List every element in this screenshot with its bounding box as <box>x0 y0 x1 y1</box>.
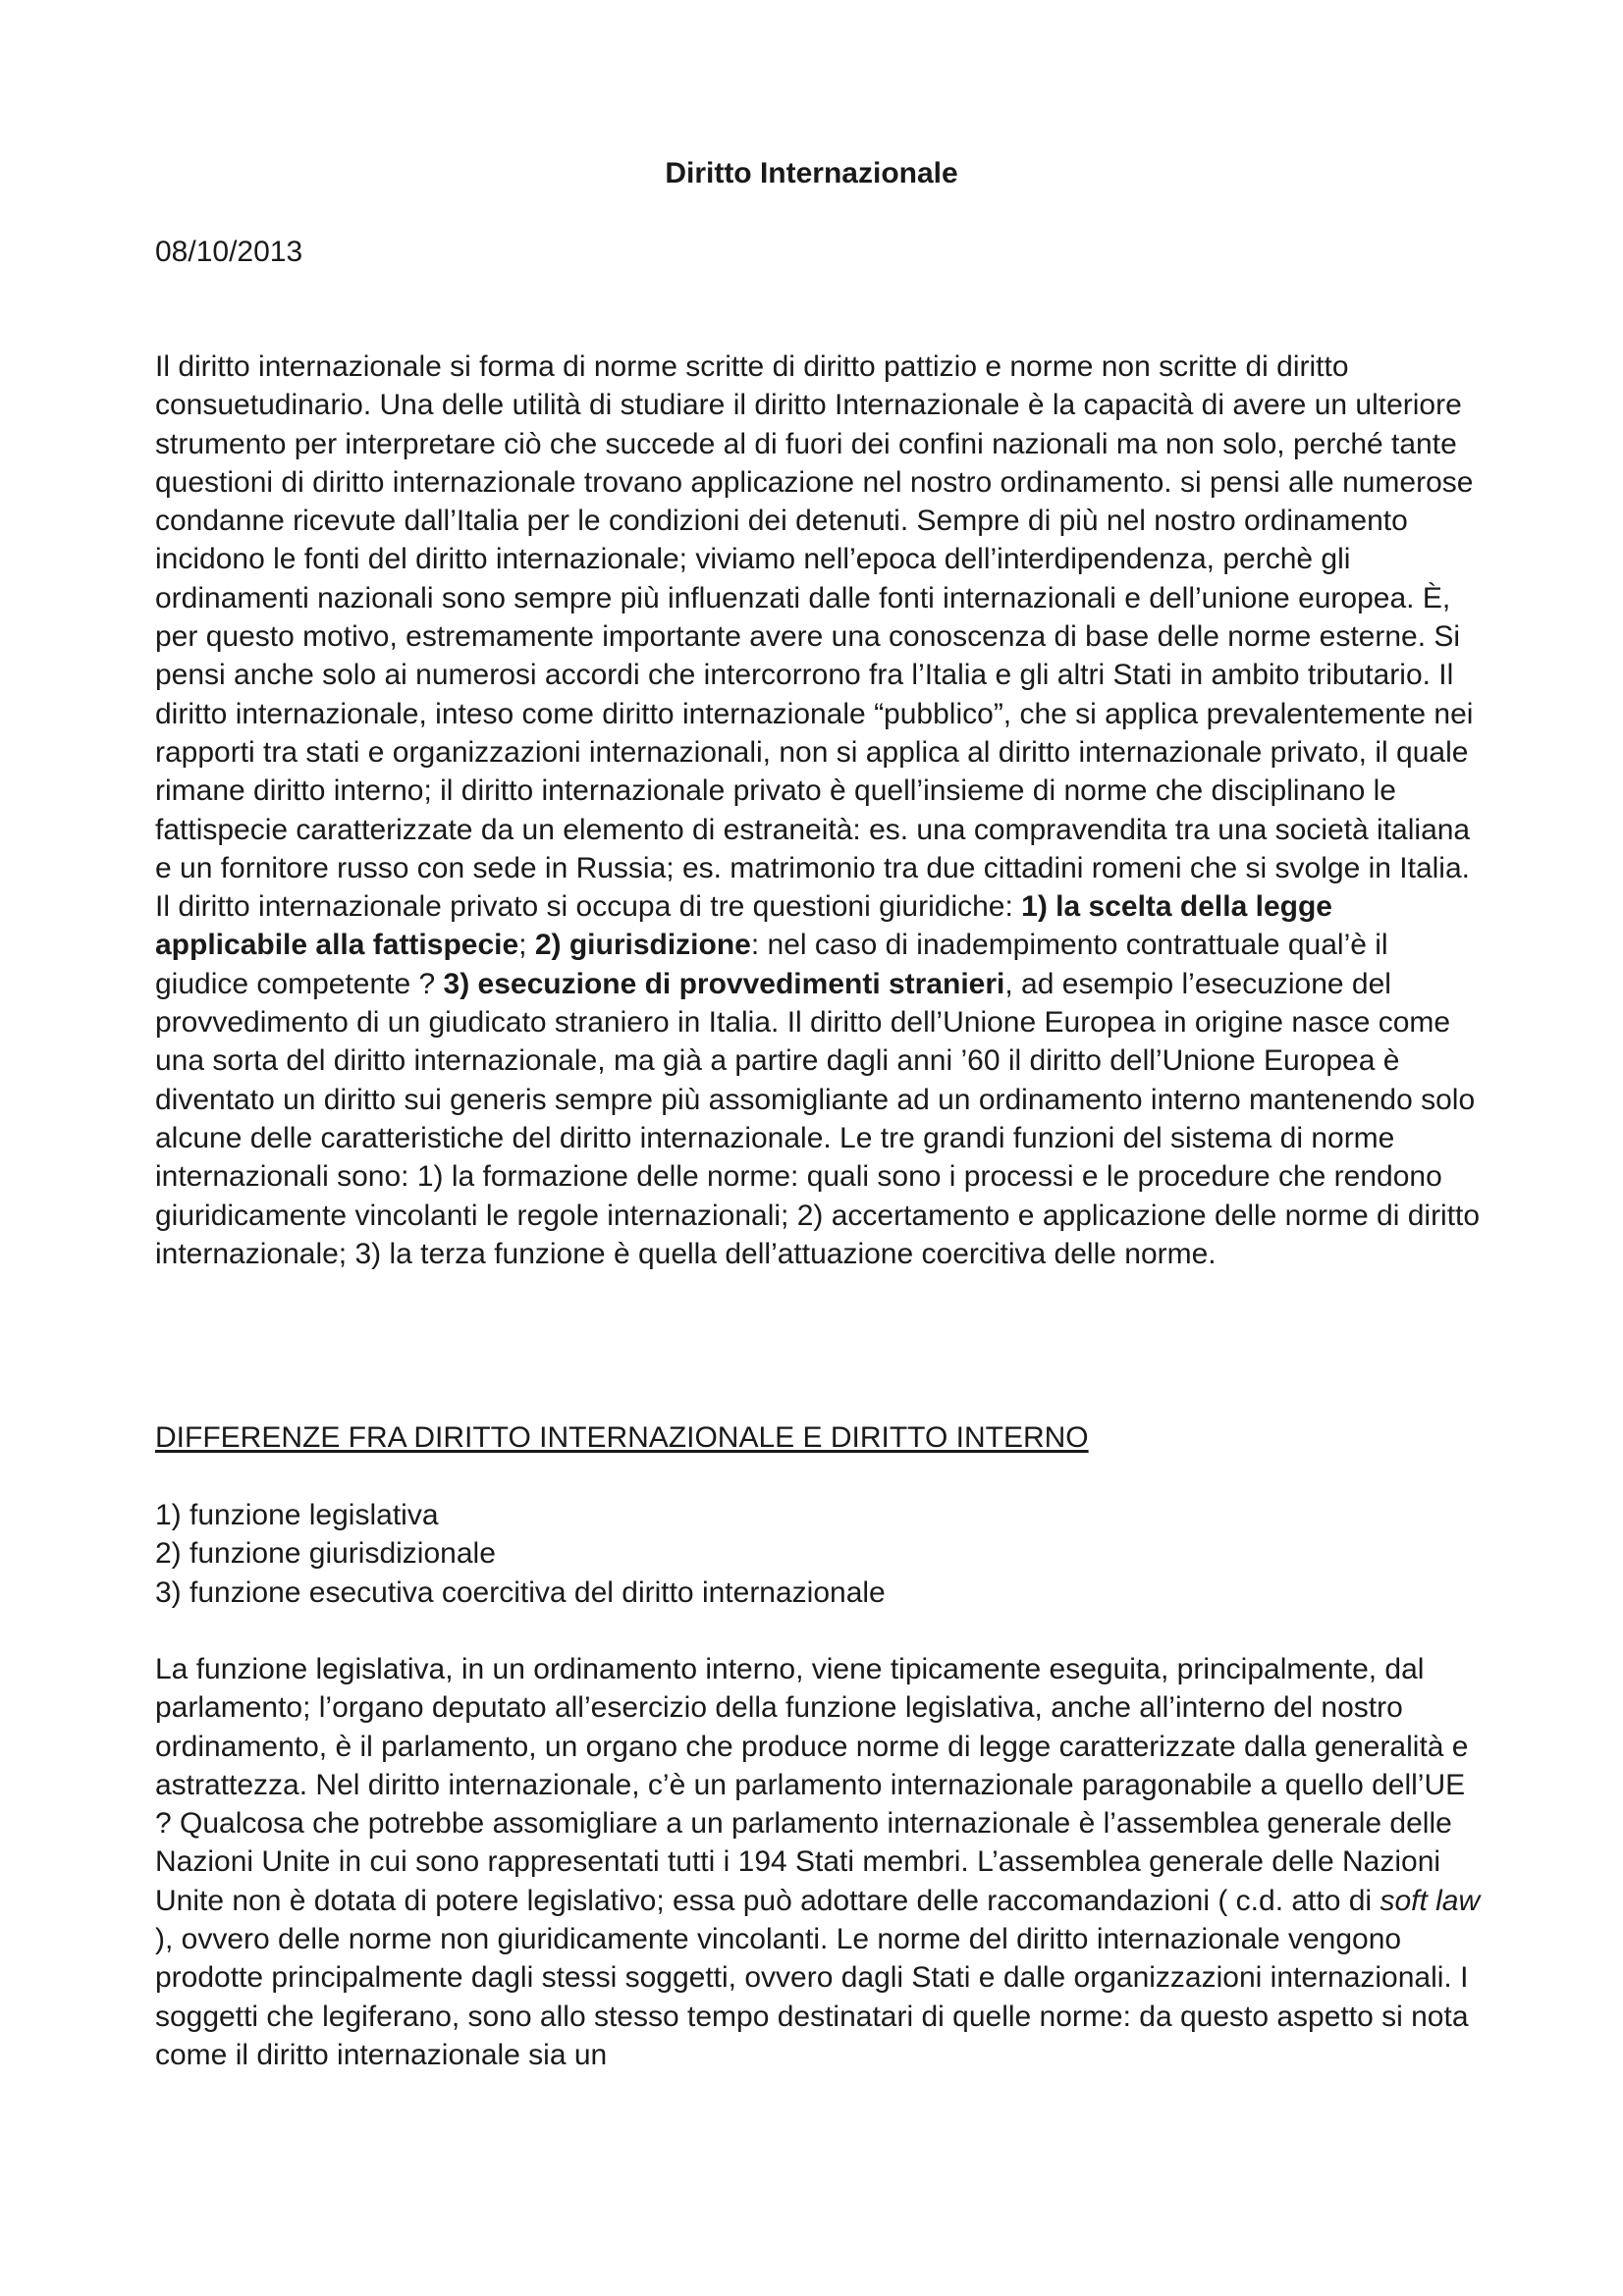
list-item: 3) funzione esecutiva coercitiva del diritto internazionale <box>155 1575 886 1609</box>
list-item: 2) funzione giurisdizionale <box>155 1537 496 1571</box>
paragraph-text: , ad esempio l’esecuzione del provvedimento di un giudicato straniero in Italia. Il diritto dell’Unione Europea in origine nasce come una sorta del diritto internazionale, ma già a partire dagli anni ’60 il diritto dell’Unione Europea è diventato un diritto sui generis sempre più assomigliante ad un ordinamento interno mantenendo solo alcune delle caratteristiche del diritto internazionale. Le tre grandi funzioni del sistema di norme internazionali sono: 1) la formazione delle norme: quali sono i processi e le procedure che rendono giuridicamente vincolanti le regole internazionali; 2) accertamento e applicazione delle norme di diritto internazionale; 3) la terza funzione è quella dell’attuazione coercitiva delle norme. <box>155 967 1481 1270</box>
bold-text: 2) giurisdizione <box>534 929 751 962</box>
paragraph-legislative-function <box>155 1650 1481 2074</box>
italic-text: soft law <box>1380 1884 1481 1917</box>
document-title: Diritto Internazionale <box>665 157 958 189</box>
list-item: 1) funzione legislativa <box>155 1499 439 1531</box>
bold-text: 1) la scelta della legge applicabile alla fattispecie <box>155 890 1332 962</box>
paragraph-text: ; <box>518 929 535 962</box>
functions-list <box>155 1496 886 1612</box>
document-date: 08/10/2013 <box>155 236 303 268</box>
paragraph-text: Il diritto internazionale si forma di norme scritte di diritto pattizio e norme non scritte di diritto consuetudinario. Una delle utilità di studiare il diritto Internazionale è la capacità di avere un ulteriore strumento per interpretare ciò che succede al di fuori dei confini nazionali ma non solo, perché tante questioni di diritto internazionale trovano applicazione nel nostro ordinamento. si pensi alle numerose condanne ricevute dall’Italia per le condizioni dei detenuti. Sempre di più nel nostro ordinamento incidono le fonti del diritto internazionale; viviamo nell’epoca dell’interdipendenza, perchè gli ordinamenti nazionali sono sempre più influenzati dalle fonti internazionali e dell’unione europea. È, per questo motivo, estremamente importante avere una conoscenza di base delle norme esterne. Si pensi anche solo ai numerosi accordi che intercorrono fra l’Italia e gli altri Stati in ambito tributario. Il diritto internazionale, inteso come diritto internazionale “pubblico”, che si applica prevalentemente nei rapporti tra stati e organizzazioni internazionali, non si applica al diritto internazionale privato, il quale rimane diritto interno; il diritto internazionale privato è quell’insieme di norme che disciplinano le fattispecie caratterizzate da un elemento di estraneità: es. una compravendita tra una società italiana e un fornitore russo con sede in Russia; es. matrimonio tra due cittadini romeni che si svolge in Italia. Il diritto internazionale privato si occupa di tre questioni giuridiche: <box>155 350 1474 924</box>
paragraph-text: ), ovvero delle norme non giuridicamente vincolanti. Le norme del diritto internazionale vengono prodotte principalmente dagli stessi soggetti, ovvero dagli Stati e dalle organizzazioni internazionali. I soggetti che legiferano, sono allo stesso tempo destinatari di quelle norme: da questo aspetto si nota come il diritto internazionale sia un <box>155 1923 1469 2071</box>
bold-text: 3) esecuzione di provvedimenti stranieri <box>443 967 1005 1000</box>
paragraph-intro <box>155 347 1481 1273</box>
paragraph-text: : nel caso di inadempimento contrattuale qual’è il giudice competente ? <box>155 929 1388 1000</box>
section-heading: DIFFERENZE FRA DIRITTO INTERNAZIONALE E DIRITTO INTERNO <box>155 1421 1089 1454</box>
paragraph-text: La funzione legislativa, in un ordinamento interno, viene tipicamente eseguita, principalmente, dal parlamento; l’organo deputato all’esercizio della funzione legislativa, anche all’interno del nostro ordinamento, è il parlamento, un organo che produce norme di legge caratterizzate dalla generalità e astrattezza. Nel diritto internazionale, c’è un parlamento internazionale paragonabile a quello dell’UE ? Qualcosa che potrebbe assomigliare a un parlamento internazionale è l’assemblea generale delle Nazioni Unite in cui sono rappresentati tutti i 194 Stati membri. L’assemblea generale delle Nazioni Unite non è dotata di potere legislativo; essa può adottare delle raccomandazioni ( c.d. atto di <box>155 1653 1469 1917</box>
